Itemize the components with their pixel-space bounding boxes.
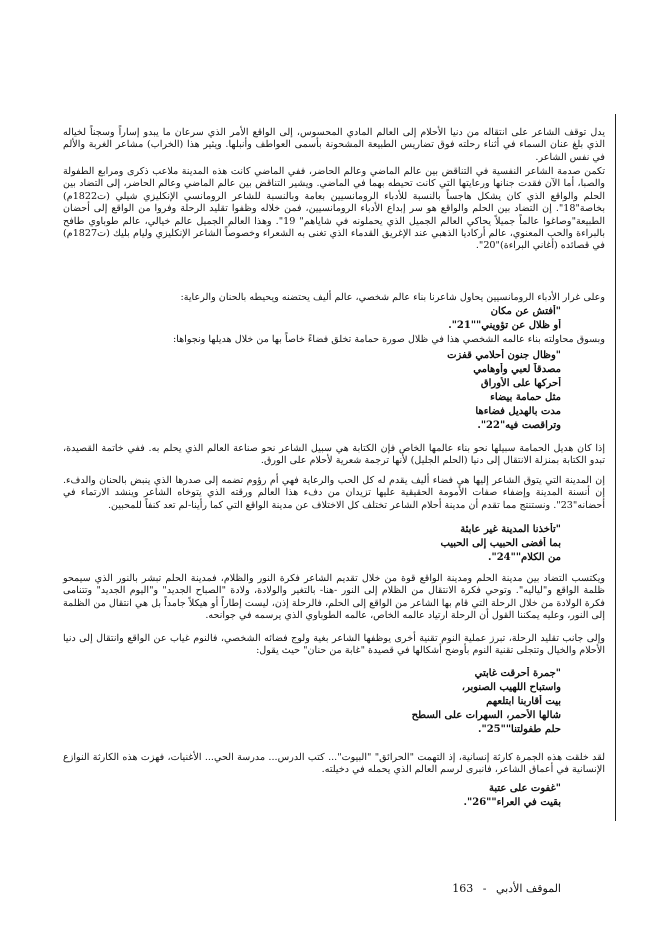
paragraph: تكمن صدمة الشاعر النفسية في التناقض بين عالم الماضي وعالم الحاضر، ففي الماضي كانت هذه المدينة ملاعب ذكرى ومرابع الطفولة والصبا، أما الآن فقدت جنانها ورعايتها التي كانت تحيطه بهما في الماضي. ويشير التناقض بين عالم الماضي وعالم الحاضر، إلى التضاد بين الحلم والواقع الذي كان يشكل هاجساً بالنسبة للأدباء الرومانسيين بعامة وبالنسبة للشاعر الرومانسي الإنكليزي شيلي (ت1822م) بخاصة"18". إن التضاد بين الحلم والواقع هو سر إبداع الأدباء الرومانسيين، فمن خلاله وظفوا تقليد الرحلة وفروا من الواقع إلى أحضان الطبيعة"وصاغوا عالماً جميلاً يحاكي العالم الجميل الذي يحملونه في شاياهم" 19". وهذا العالم الجميل عالم خيالي، عالم طوباوي طافح بالبراءة والحب المعنوي، عالم أركاديا الذهبي عند الإغريق القدماء الذي تغنى به الشعراء وخصوصاً الشاعر الإنكليزي وليام بليك (ت1827م) في قصائده (أغاني البراءة)"20". <box>63 166 605 252</box>
verse-line: وتراقصت فيه"22". <box>477 420 561 431</box>
verse-line: "غفوت على عتبة <box>488 783 561 794</box>
paragraph: وعلى غرار الأدباء الرومانسيين يحاول شاعرنا بناء عالم شخصي، عالم أليف يحتضنه ويحيطه بالحنان والرعاية: <box>180 292 605 303</box>
verse-block <box>19 523 605 565</box>
verse-line: شالها الأحمر، السهرات على السطح <box>411 710 561 721</box>
verse-line: أحركها على الأوراق <box>480 378 561 389</box>
paragraph: وإلى جانب تقليد الرحلة، تبرز عملية النوم تقنية أخرى يوظفها الشاعر بغية ولوج فضائه الشخصي، فالنوم غياب عن الواقع وانتقال إلى دنيا الأحلام والخيال وتتجلى تقنية النوم بأوضح أشكالها في قصيدة "غابة من حنان" حيث يقول: <box>63 633 605 657</box>
verse-line: مصدقاً لعبي وأوهامي <box>473 364 561 375</box>
page-number: 163 <box>452 882 474 895</box>
verse-line: "جمرة أحرقت غابتي <box>474 668 561 679</box>
page-footer <box>452 882 561 895</box>
verse-line: "تأخذنا المدينة غير عابئة <box>460 524 561 535</box>
verse-line: مدت بالهديل فضاءها <box>475 406 561 417</box>
verse-line: واستباح اللهيب الصنوبر، <box>461 682 561 693</box>
journal-name: الموقف الأدبي <box>495 882 561 895</box>
verse-block <box>19 349 605 433</box>
verse-line: أو ظلال عن تؤويني""21". <box>448 320 561 331</box>
verse-line: مثل حمامة بيضاء <box>490 392 561 403</box>
margin-rule <box>615 114 616 821</box>
paragraph: إن المدينة التي يتوق الشاعر إليها هي فضاء أليف يقدم له كل الحب والرعاية فهي أم رؤوم تضمه إلى صدرها الذي ينبض بالحنان والدفء. إن أنسنة المدينة وإضفاء صفات الأمومة الحقيقية عليها تزيدان من دفء هذا العالم ورقته الذي يتوخاه الشاعر وينشد الارتماء في أحضانه"23". ونستنتج مما تقدم أن مدينة أحلام الشاعر تختلف كل الاختلاف عن مدينة الواقع التي كما رأينا-لم تعد كنفاً للمحبين. <box>63 475 605 511</box>
paragraph: يدل توقف الشاعر على انتقاله من دنيا الأحلام إلى العالم المادي المحسوس، إلى الواقع الأمر الذي سرعان ما يبدو إساراً وسجناً لخياله الذي بلغ عنان السماء في أثناء رحلته فوق تضاريس الطبيعة المشحونة بأسمى العواطف وأنبلها. ويثير هذا (الخراب) مشاعر الغربة والألم في نفس الشاعر. <box>63 127 605 163</box>
verse-line: بقيت في العراء""26". <box>463 797 561 808</box>
verse-line: بيت أقاربنا ابتلعهم <box>486 696 561 707</box>
verse-line: حلم طفولتنا""25". <box>478 724 561 735</box>
paragraph: وبسوق محاولته بناء عالمه الشخصي هذا في ظلال صورة حمامة تخلق فضاءً خاصاً بها من خلال هديلها ونجواها: <box>173 334 605 345</box>
verse-line: "أفتش عن مكان <box>490 306 561 317</box>
paragraph: ويكتسب التضاد بين مدينة الحلم ومدينة الواقع قوة من خلال تقديم الشاعر فكرة النور والظلام، فمدينة الحلم تبشر بالنور الذي سيمحو ظلمة الواقع و"لياليه". وتوحي فكرة الانتقال من الظلام إلى النور -هنا- بالتغير والولادة، ولادة "الصباح الجديد" و"اليوم الجديد" وتتنامى فكرة الولادة من خلال الرحلة التي قام بها الشاعر من الواقع إلى الحلم، فالرحلة إذن، ليست إطاراً أو هيكلاً جامداً بل هي انتقال من الظلمة إلى النور، وعليه يمكننا القول أن الرحلة ارتياد عالمه الخاص، عالمه الطوباوي الذي يرسمه في جوانحه. <box>63 573 605 622</box>
verse-line: من الكلام""24". <box>487 552 561 563</box>
paragraph: إذا كان هديل الحمامة سبيلها نحو بناء عالمها الخاص فإن الكتابة هي سبيل الشاعر نحو صناعة العالم الذي يحلم به. ففي خاتمة القصيدة، تبدو الكتابة بمنزلة الانتقال إلى دنيا (الحلم الجليل) لأنها ترجمة شعرية لأحلام على الورق. <box>63 443 605 467</box>
paragraph: لقد خلقت هذه الجمرة كارثة إنسانية، إذ التهمت "الحرائق" "البيوت"... كتب الدرس... مدرسة الحي... الأغنيات، فهزت هذه الكارثة النوازع الإنسانية في أعماق الشاعر، فانبرى لرسم العالم الذي يحمله في دخيلته. <box>63 752 605 776</box>
verse-line: "وظال جنون أحلامي قفزت <box>447 350 561 361</box>
footer-separator: - <box>482 882 487 895</box>
verse-line: بما أفضى الحبيب إلى الحبيب <box>440 538 561 549</box>
verse-block <box>19 305 605 333</box>
verse-block <box>19 782 605 810</box>
verse-block <box>19 667 605 737</box>
